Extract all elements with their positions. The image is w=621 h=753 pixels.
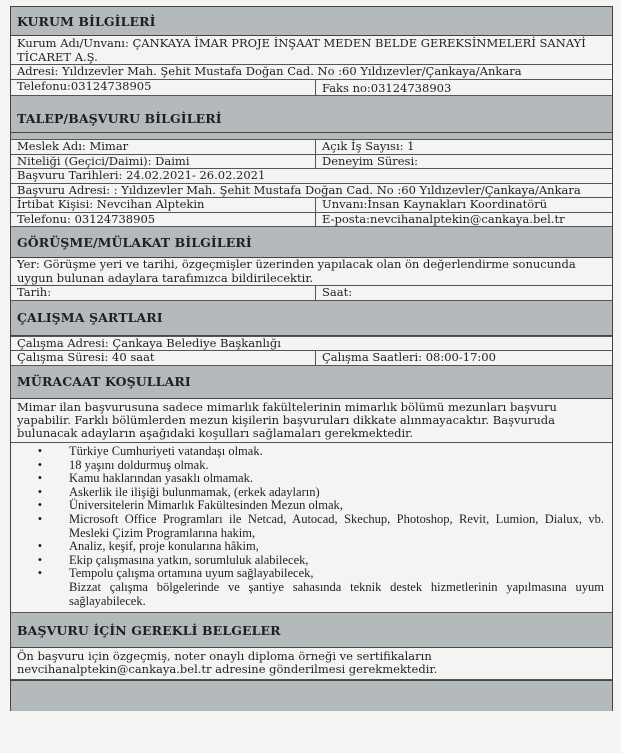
muracaat-paragraph: Mimar ilan başvurusuna sadece mimarlık fakültelerinin mimarlık bölümü mezunları başvuru yapabilir. Farklı bölümlerden mezun kişilerin başvuruları dikkate alınmayacaktır. Başvuruda bulunacak adayların aşağıdaki koşulları sağlamaları gerekmektedir. <box>11 399 612 444</box>
list-item: • Analiz, keşif, proje konularına hâkim, <box>11 540 604 554</box>
list-item: • Microsoft Office Programları ile Netcad, Autocad, Skechup, Photoshop, Revit, Lumion, Dialux, vb. Mesleki Çizim Programlarına hakim, <box>11 513 604 540</box>
bullet-icon: • <box>37 457 43 472</box>
basvuru-tarihleri: Başvuru Tarihleri: 24.02.2021- 26.02.2021 <box>17 168 266 182</box>
bullet-icon: • <box>37 498 43 513</box>
section-calisma-header: ÇALIŞMA ŞARTLARI <box>11 301 612 336</box>
gorusme-yer: Yer: Görüşme yeri ve tarihi, özgeçmişler üzerinden yapılacak olan ön değerlendirme sonucunda uygun bulunan adaylara tarafımızca bildirilecektir. <box>17 257 576 285</box>
divider <box>11 96 612 104</box>
list-item: Bizzat çalışma bölgelerinde ve şantiye sahasında teknik destek hizmetlerinin yapılmasına uyum sağlayabilecek. <box>69 580 604 608</box>
acik-is-sayisi: Açık İş Sayısı: 1 <box>322 139 415 153</box>
bullet-icon: • <box>37 566 43 581</box>
gorusme-saat: Saat: <box>322 285 353 299</box>
section-talep-header: TALEP/BAŞVURU BİLGİLERİ <box>11 104 612 133</box>
list-item: • Ekip çalışmasına yatkın, sorumluluk alabilecek, <box>11 554 604 568</box>
meslek-adi: Meslek Adı: Mimar <box>11 140 316 154</box>
section-gorusme-header: GÖRÜŞME/MÜLAKAT BİLGİLERİ <box>11 227 612 258</box>
muracaat-list <box>11 443 612 613</box>
list-item: • Tempolu çalışma ortamına uyum sağlayabilecek, <box>11 567 604 581</box>
calisma-suresi: Çalışma Süresi: 40 saat <box>11 351 316 365</box>
talep-telefon: Telefonu: 03124738905 <box>11 213 316 227</box>
job-posting-form <box>10 6 613 711</box>
list-item: • Türkiye Cumhuriyeti vatandaşı olmak. <box>11 445 604 459</box>
bullet-icon: • <box>37 444 43 459</box>
section-muracaat-header: MÜRACAAT KOŞULLARI <box>11 366 612 399</box>
bullet-icon: • <box>37 552 43 567</box>
niteligi: Niteliği (Geçici/Daimi): Daimi <box>11 155 316 169</box>
list-item: • Kamu haklarından yasaklı olmamak. <box>11 472 604 486</box>
section-kurum-header: KURUM BİLGİLERİ <box>11 6 612 36</box>
kurum-telefon: Telefonu:03124738905 <box>11 80 316 96</box>
kurum-adres: Adresi: Yıldızevler Mah. Şehit Mustafa Doğan Cad. No :60 Yıldızevler/Çankaya/Ankara <box>17 64 522 78</box>
list-item: • 18 yaşını doldurmuş olmak. <box>11 459 604 473</box>
kurum-adi: Kurum Adı/Unvanı: ÇANKAYA İMAR PROJE İNŞAAT MEDEN BELDE GEREKSİNMELERİ SANAYİ TİCARET A.Ş. <box>17 36 586 64</box>
bullet-icon: • <box>37 539 43 554</box>
section-belgeler-header: BAŞVURU İÇİN GEREKLİ BELGELER <box>11 613 612 648</box>
footer-band <box>11 680 612 711</box>
calisma-adresi: Çalışma Adresi: Çankaya Belediye Başkanlığı <box>17 335 281 350</box>
deneyim-suresi: Deneyim Süresi: <box>322 153 419 168</box>
calisma-saatleri: Çalışma Saatleri: 08:00-17:00 <box>322 350 496 364</box>
list-item: • Askerlik ile ilişiği bulunmamak, (erkek adayların) <box>11 486 604 500</box>
gorusme-tarih: Tarih: <box>11 286 316 300</box>
bullet-icon: • <box>37 484 43 499</box>
basvuru-adresi: Başvuru Adresi: : Yıldızevler Mah. Şehit Mustafa Doğan Cad. No :60 Yıldızevler/Çankaya/Ankara <box>17 182 581 197</box>
bullet-icon: • <box>37 471 43 486</box>
kurum-faks: Faks no:03124738903 <box>322 80 452 95</box>
bullet-icon: • <box>37 512 43 527</box>
list-item: • Üniversitelerin Mimarlık Fakültesinden Mezun olmak, <box>11 499 604 513</box>
eposta[interactable]: E-posta:nevcihanalptekin@cankaya.bel.tr <box>322 211 565 226</box>
belgeler-text: Ön başvuru için özgeçmiş, noter onaylı diploma örneği ve sertifikaların nevcihanalptekin@cankaya.bel.tr adresine gönderilmesi gerekmektedir. <box>11 648 612 679</box>
irtibat-kisisi: İrtibat Kişisi: Nevcihan Alptekin <box>11 198 316 212</box>
unvan: Unvanı:İnsan Kaynakları Koordinatörü <box>322 197 548 211</box>
